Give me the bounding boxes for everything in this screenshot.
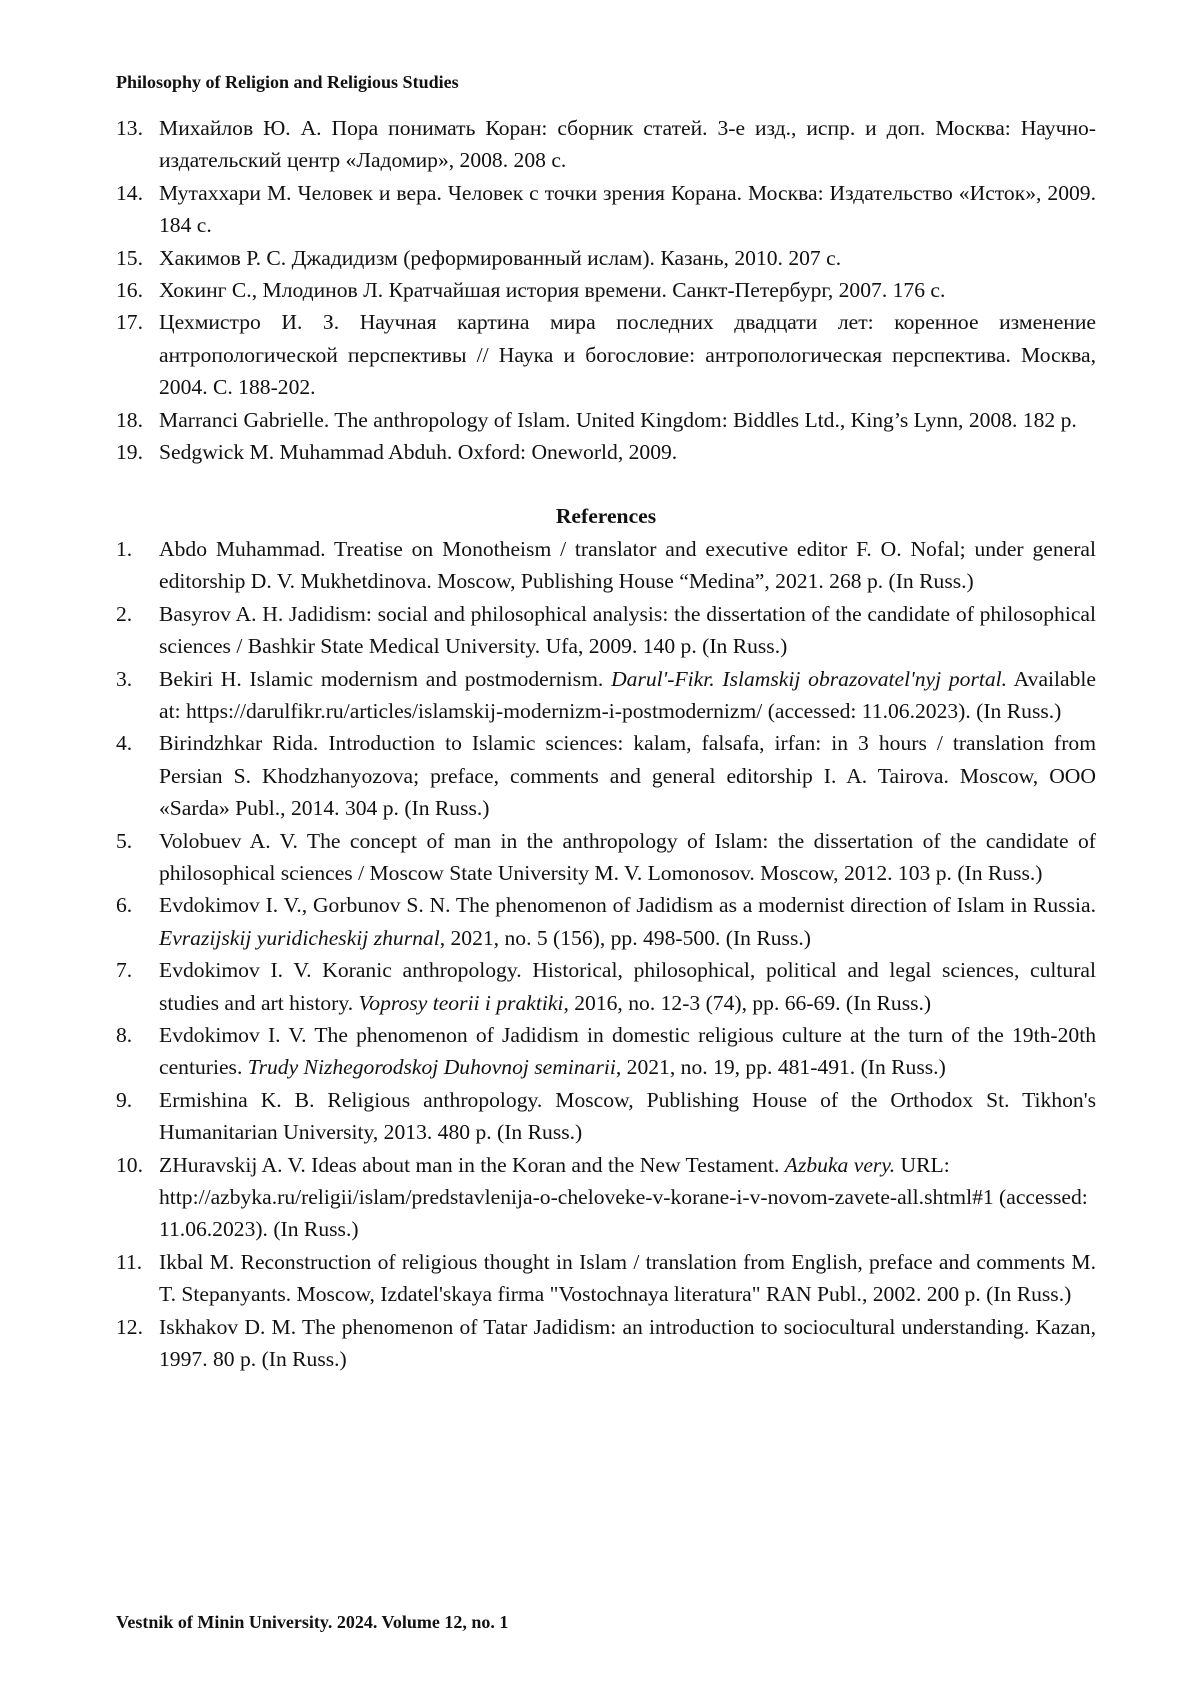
list-item (116, 889, 1096, 954)
item-number: 8. (116, 1022, 133, 1047)
item-text: Abdo Muhammad. Treatise on Monotheism / translator and executive editor F. O. Nofal; under general editorship D. V. Mukhetdinova. Moscow, Publishing House “Medina”, 2021. 268 p. (In Russ.) (159, 536, 1096, 594)
list-item (116, 1311, 1096, 1376)
item-source-title: Azbuka very. (784, 1152, 896, 1177)
item-text-tail: , 2021, no. 5 (156), pp. 498-500. (In Russ.) (439, 925, 811, 950)
item-number: 1. (116, 536, 133, 561)
item-text-tail: URL: http://azbyka.ru/religii/islam/predstavlenija-o-cheloveke-v-korane-i-v-novom-zavete-all.shtml#1 (accessed: 11.06.2023). (In Russ.) (159, 1152, 1088, 1242)
item-source-title: Darul'-Fikr. Islamskij obrazovatel'nyj portal. (611, 666, 1008, 691)
item-text: Basyrov A. H. Jadidism: social and philosophical analysis: the dissertation of the candidate of philosophical sciences / Bashkir State Medical University. Ufa, 2009. 140 p. (In Russ.) (159, 601, 1096, 659)
references-heading: References (555, 504, 657, 529)
item-number: 19. (116, 440, 143, 465)
item-number: 14. (116, 180, 143, 205)
list-item (116, 404, 1096, 436)
item-source-title: Voprosy teorii i praktiki (358, 990, 564, 1015)
list-item (116, 598, 1096, 663)
item-number: 7. (116, 958, 133, 983)
russian-bibliography-list (116, 112, 1096, 468)
item-text: Ermishina K. B. Religious anthropology. Moscow, Publishing House of the Orthodox St. Tikhon's Humanitarian University, 2013. 480 p. (In Russ.) (159, 1087, 1096, 1145)
list-item (116, 727, 1096, 824)
item-text: Birindzhkar Rida. Introduction to Islamic sciences: kalam, falsafa, irfan: in 3 hours / translation from Persian S. Khodzhanyozova; preface, comments and general editorship I. A. Tairova. Moscow, OOO «Sarda» Publ., 2014. 304 p. (In Russ.) (159, 731, 1096, 821)
item-text: Хакимов Р. С. Джадидизм (реформированный ислам). Казань, 2010. 207 с. (159, 245, 842, 270)
item-text: Evdokimov I. V., Gorbunov S. N. The phenomenon of Jadidism as a modernist direction of Islam in Russia. (159, 893, 1096, 918)
item-number: 9. (116, 1087, 133, 1112)
list-item (116, 436, 1096, 468)
item-text: Iskhakov D. M. The phenomenon of Tatar Jadidism: an introduction to sociocultural understanding. Kazan, 1997. 80 p. (In Russ.) (159, 1314, 1096, 1372)
running-title: Philosophy of Religion and Religious Studies (116, 72, 459, 92)
item-number: 13. (116, 116, 143, 140)
item-text: Михайлов Ю. А. Пора понимать Коран: сборник статей. 3-е изд., испр. и доп. Москва: Научно-издательский центр «Ладомир», 2008. 208 с. (159, 116, 1096, 173)
list-item (116, 1084, 1096, 1149)
item-text: Цехмистро И. З. Научная картина мира последних двадцати лет: коренное изменение антропологической перспективы // Наука и богословие: антропологическая перспектива. Москва, 2004. С. 188-202. (159, 310, 1096, 400)
item-text: Volobuev A. V. The concept of man in the anthropology of Islam: the dissertation of the candidate of philosophical sciences / Moscow State University M. V. Lomonosov. Moscow, 2012. 103 p. (In Russ.) (159, 828, 1096, 885)
list-item (116, 1149, 1096, 1246)
item-text: Хокинг С., Млодинов Л. Кратчайшая история времени. Санкт-Петербург, 2007. 176 с. (159, 278, 946, 303)
list-item (116, 274, 1096, 306)
list-item (116, 177, 1096, 242)
item-number: 15. (116, 245, 143, 270)
item-number: 6. (116, 893, 133, 918)
bibliography-body (116, 112, 1096, 1375)
item-number: 17. (116, 310, 143, 335)
item-text: Evdokimov I. V. Koranic anthropology. Historical, philosophical, political and legal sciences, cultural studies and art history. (159, 958, 1096, 1015)
list-item (116, 533, 1096, 598)
journal-footer: Vestnik of Minin University. 2024. Volume 12, no. 1 (116, 1612, 509, 1632)
item-number: 11. (116, 1249, 143, 1274)
list-item (116, 306, 1096, 403)
item-source-title: Evrazijskij yuridicheskij zhurnal (159, 925, 440, 950)
item-text-tail: , 2016, no. 12-3 (74), pp. 66-69. (In Russ.) (563, 990, 932, 1015)
item-number: 4. (116, 731, 133, 756)
item-number: 18. (116, 407, 143, 432)
item-number: 10. (116, 1152, 143, 1177)
item-text: Мутаххари М. Человек и вера. Человек с точки зрения Корана. Москва: Издательство «Исток», 2009. 184 с. (159, 180, 1096, 238)
item-number: 5. (116, 828, 133, 853)
item-text: Bekiri H. Islamic modernism and postmodernism. (159, 666, 612, 691)
item-text: Evdokimov I. V. The phenomenon of Jadidism in domestic religious culture at the turn of the 19th-20th centuries. (159, 1022, 1096, 1080)
list-item (116, 242, 1096, 274)
list-item (116, 1019, 1096, 1084)
item-source-title: Trudy Nizhegorodskoj Duhovnoj seminarii (247, 1055, 616, 1080)
list-item (116, 663, 1096, 728)
references-list (116, 533, 1096, 1376)
item-text: Ikbal M. Reconstruction of religious thought in Islam / translation from English, preface and comments M. T. Stepanyants. Moscow, Izdatel'skaya firma "Vostochnaya literatura" RAN Publ., 2002. 200 p. (In Russ.) (159, 1249, 1096, 1307)
list-item (116, 954, 1096, 1019)
item-number: 12. (116, 1314, 143, 1339)
item-text: ZHuravskij A. V. Ideas about man in the Koran and the New Testament. (159, 1152, 785, 1177)
list-item (116, 825, 1096, 890)
list-item (116, 112, 1096, 177)
item-text-tail: , 2021, no. 19, pp. 481-491. (In Russ.) (615, 1055, 946, 1080)
list-item (116, 1246, 1096, 1311)
item-number: 2. (116, 601, 133, 626)
item-text-tail: Available at: https://darulfikr.ru/articles/islamskij-modernizm-i-postmodernizm/ (accessed: 11.06.2023). (In Russ.) (159, 666, 1097, 723)
item-text: Sedgwick M. Muhammad Abduh. Oxford: Oneworld, 2009. (159, 440, 678, 465)
item-number: 16. (116, 278, 143, 303)
item-text: Marranci Gabrielle. The anthropology of Islam. United Kingdom: Biddles Ltd., King’s Lynn, 2008. 182 p. (159, 407, 1077, 432)
item-number: 3. (116, 666, 133, 691)
